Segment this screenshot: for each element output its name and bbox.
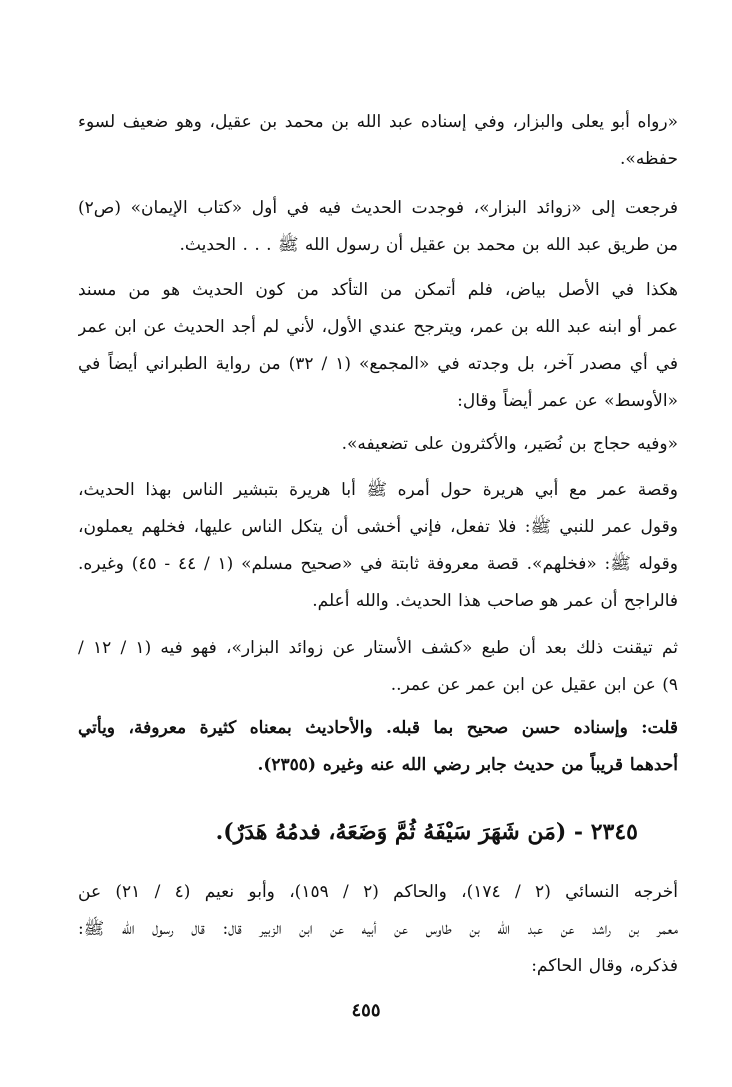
text-line: فذكره، وقال الحاكم: — [531, 956, 678, 976]
text-line: فرجعت إلى «زوائد البزار»، فوجدت الحديث فيه في أول «كتاب الإيمان» (ص٢) — [78, 198, 678, 218]
hadith-heading: ٢٣٤٥ - (مَن شَهَرَ سَيْفَهُ ثُمَّ وَضَعَهُ، فدمُهُ هَدَرٌ). — [215, 819, 638, 845]
text-line: ثم تيقنت ذلك بعد أن طبع «كشف الأستار عن زوائد البزار»، فهو فيه (١ / ١٢ / — [78, 638, 678, 658]
text-line: في أي مصدر آخر، بل وجدته في «المجمع» (١ / ٣٢) من رواية الطبراني أيضاً في — [78, 354, 678, 374]
text-line: من طريق عبد الله بن محمد بن عقيل أن رسول الله ﷺ . . . الحديث. — [179, 235, 678, 255]
text-line: قلت: وإسناده حسن صحيح بما قبله. والأحاديث بمعناه كثيرة معروفة، ويأتي — [78, 718, 678, 738]
text-line: هكذا في الأصل بياض، فلم أتمكن من التأكد من كون الحديث هو من مسند — [78, 280, 678, 300]
paragraph-grading — [78, 710, 678, 784]
page-number: ٤٥٥ — [351, 1000, 381, 1021]
text-line: عمر أو ابنه عبد الله بن عمر، ويترجح عندي الأول، لأني لم أجد الحديث عن ابن عمر — [78, 317, 678, 337]
paragraph-zawaid-bazzar — [78, 190, 678, 264]
text-line: فالراجح أن عمر هو صاحب هذا الحديث. والله أعلم. — [312, 591, 678, 611]
paragraph-quote-abu-yala — [78, 104, 678, 178]
paragraph-takhrij — [78, 874, 678, 985]
text-line: وقول عمر للنبي ﷺ: فلا تفعل، فإني أخشى أن يتكل الناس عليها، فخلهم يعملون، — [78, 517, 678, 537]
text-line: «الأوسط» عن عمر أيضاً وقال: — [457, 391, 678, 411]
text-line: أخرجه النسائي (٢ / ١٧٤)، والحاكم (٢ / ١٥٩)، وأبو نعيم (٤ / ٢١) عن — [78, 882, 678, 902]
text-line: معمر بن راشد عن عبد الله بن طاوس عن أبيه عن ابن الزبير قال: قال رسول الله ﷺ: — [78, 919, 678, 939]
paragraph-umar-abu-hurayra — [78, 472, 678, 620]
paragraph-blank-in-original — [78, 272, 678, 420]
text-line: حفظه». — [620, 149, 678, 169]
paragraph-hajjaj-quote — [78, 426, 678, 463]
paragraph-kashf-al-astar — [78, 630, 678, 704]
text-line: وقوله ﷺ: «فخلهم». قصة معروفة ثابتة في «صحيح مسلم» (١ / ٤٤ - ٤٥) وغيره. — [78, 554, 678, 574]
text-line: «وفيه حجاج بن نُصَير، والأكثرون على تضعيفه». — [341, 434, 678, 454]
text-line: «رواه أبو يعلى والبزار، وفي إسناده عبد الله بن محمد بن عقيل، وهو ضعيف لسوء — [78, 112, 678, 132]
text-line: وقصة عمر مع أبي هريرة حول أمره ﷺ أبا هريرة بتبشير الناس بهذا الحديث، — [78, 480, 678, 500]
text-line: أحدهما قريباً من حديث جابر رضي الله عنه وغيره (٢٣٥٥). — [257, 755, 678, 775]
text-line: ٩) عن ابن عقيل عن ابن عمر عن عمر.. — [390, 675, 678, 695]
